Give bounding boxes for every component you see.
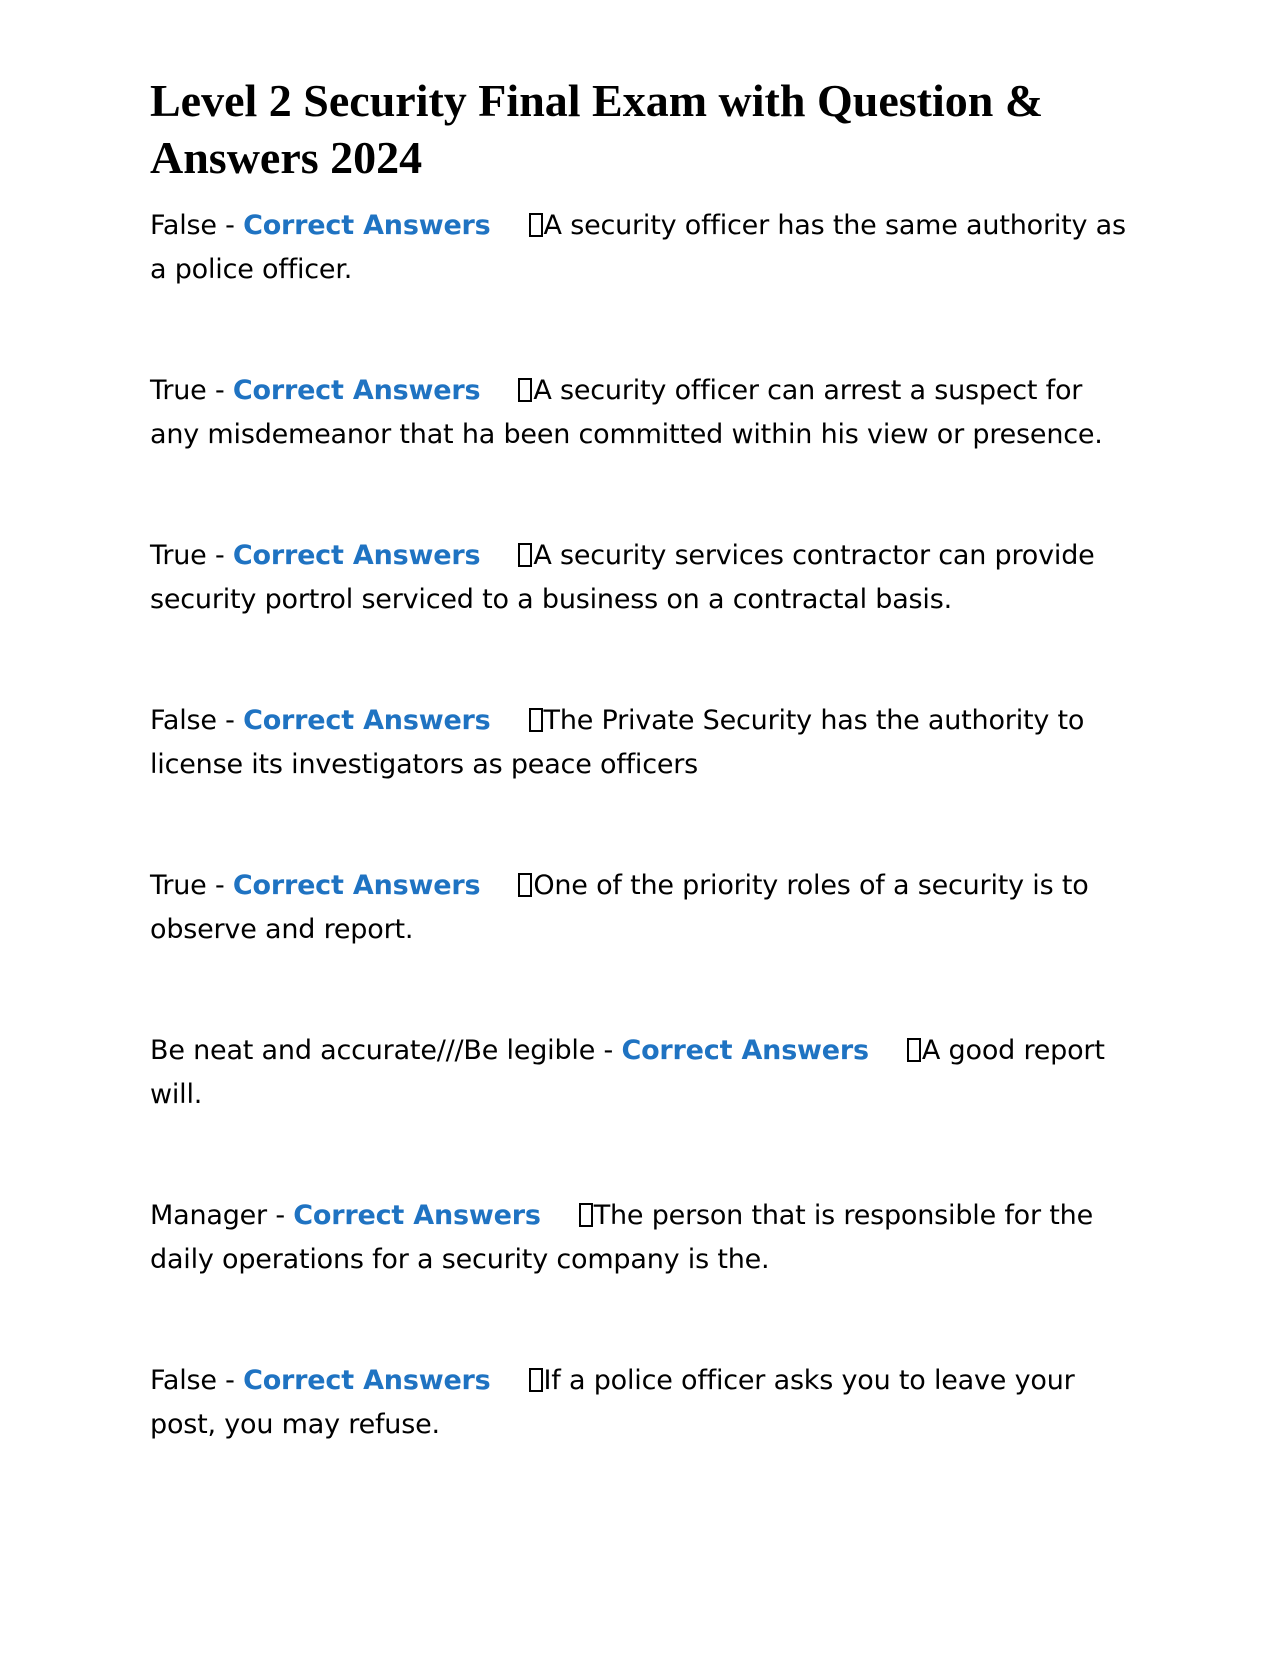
- qa-item: [150, 1359, 1130, 1447]
- qa-item: [150, 534, 1130, 622]
- question-text: One of the priority roles of a security is to observe and report.: [150, 870, 1089, 945]
- correct-answers-label: Correct Answers: [243, 705, 491, 736]
- question-text: A good report will.: [150, 1035, 1105, 1110]
- answer-text: False: [150, 210, 217, 241]
- correct-answers-label: Correct Answers: [232, 870, 481, 901]
- correct-answers-label: Correct Answers: [243, 1365, 491, 1396]
- question-text: A security services contractor can provide security portrol serviced to a business on a contractal basis.: [150, 540, 1095, 615]
- separator: -: [216, 210, 244, 241]
- qa-item: [150, 204, 1130, 292]
- correct-answers-label: Correct Answers: [232, 540, 481, 571]
- answer-text: False: [150, 705, 217, 736]
- question-text: The Private Security has the authority to license its investigators as peace officers: [150, 705, 1085, 780]
- answer-text: False: [150, 1365, 217, 1396]
- question-text: If a police officer asks you to leave your post, you may refuse.: [150, 1365, 1075, 1440]
- qa-item: [150, 864, 1130, 952]
- checkbox-glyph-icon: [518, 378, 532, 402]
- qa-item: [150, 369, 1130, 457]
- question-text: A security officer has the same authority as a police officer.: [150, 210, 1126, 285]
- document-title: Level 2 Security Final Exam with Question & Answers 2024: [150, 75, 1044, 183]
- checkbox-glyph-icon: [907, 1038, 921, 1062]
- answer-text: True: [150, 375, 207, 406]
- checkbox-glyph-icon: [529, 708, 543, 732]
- answer-text: True: [150, 540, 207, 571]
- answer-text: Be neat and accurate///Be legible: [150, 1035, 596, 1066]
- correct-answers-label: Correct Answers: [293, 1200, 541, 1231]
- document-page: [150, 72, 1130, 1524]
- qa-item: [150, 699, 1130, 787]
- checkbox-glyph-icon: [579, 1203, 593, 1227]
- separator: -: [216, 1365, 244, 1396]
- question-text: The person that is responsible for the daily operations for a security company is the.: [150, 1200, 1093, 1275]
- correct-answers-label: Correct Answers: [243, 210, 491, 241]
- checkbox-glyph-icon: [518, 873, 532, 897]
- separator: -: [206, 870, 233, 901]
- checkbox-glyph-icon: [529, 1368, 543, 1392]
- separator: -: [595, 1035, 622, 1066]
- answer-text: Manager: [150, 1200, 267, 1231]
- qa-item: [150, 1194, 1130, 1282]
- checkbox-glyph-icon: [518, 543, 532, 567]
- question-text: A security officer can arrest a suspect for any misdemeanor that ha been committed within his view or presence.: [150, 375, 1103, 450]
- answer-text: True: [150, 870, 207, 901]
- correct-answers-label: Correct Answers: [232, 375, 481, 406]
- separator: -: [206, 375, 233, 406]
- separator: -: [266, 1200, 294, 1231]
- qa-item: [150, 1029, 1130, 1117]
- checkbox-glyph-icon: [529, 213, 543, 237]
- correct-answers-label: Correct Answers: [621, 1035, 869, 1066]
- separator: -: [216, 705, 244, 736]
- separator: -: [206, 540, 233, 571]
